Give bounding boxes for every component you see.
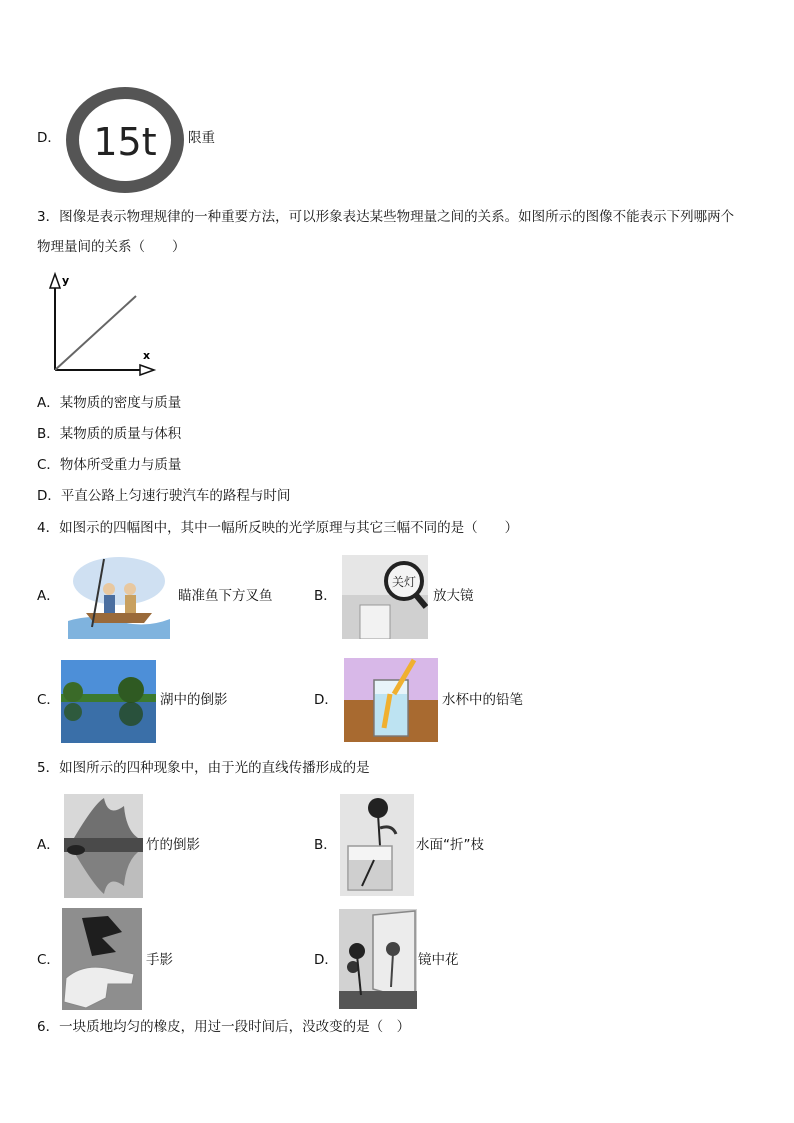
option-letter: D． bbox=[314, 692, 338, 708]
x-axis-label: x bbox=[143, 349, 151, 362]
option-caption: 竹的倒影 bbox=[146, 837, 200, 853]
bamboo-reflection-image bbox=[64, 794, 143, 898]
option-b: B．某物质的质量与体积 bbox=[37, 426, 182, 442]
option-d: D．平直公路上匀速行驶汽车的路程与时间 bbox=[37, 488, 291, 504]
option-caption: 限重 bbox=[188, 130, 215, 146]
option-a: A．某物质的密度与质量 bbox=[37, 395, 182, 411]
proportional-line bbox=[55, 296, 136, 370]
option-caption: 水杯中的铅笔 bbox=[442, 692, 523, 708]
linear-graph-figure bbox=[40, 270, 160, 380]
question-3-stem-line2: 物理量间的关系（ ） bbox=[37, 239, 186, 255]
bent-branch-in-water-image bbox=[340, 794, 414, 896]
fishing-boat-image bbox=[64, 555, 174, 639]
mirror-flower-image bbox=[339, 909, 417, 1009]
option-c: C．物体所受重力与质量 bbox=[37, 457, 182, 473]
question-6-stem: 6．一块质地均匀的橡皮，用过一段时间后，没改变的是（ ） bbox=[37, 1019, 411, 1035]
question-5-stem: 5．如图所示的四种现象中，由于光的直线传播形成的是 bbox=[37, 760, 370, 776]
option-letter: B． bbox=[314, 837, 337, 853]
sign-text: 关灯 bbox=[391, 575, 417, 589]
option-caption: 湖中的倒影 bbox=[160, 692, 228, 708]
weight-limit-sign-image bbox=[64, 85, 186, 195]
option-letter: A． bbox=[37, 588, 60, 604]
hand-shadow-image bbox=[62, 908, 142, 1010]
option-letter: C． bbox=[37, 692, 60, 708]
option-letter: C． bbox=[37, 952, 60, 968]
y-axis-label: y bbox=[62, 274, 70, 287]
option-caption: 放大镜 bbox=[433, 588, 474, 604]
lake-reflection-image bbox=[61, 660, 156, 743]
question-3-stem-line1: 3．图像是表示物理规律的一种重要方法，可以形象表达某些物理量之间的关系。如图所示的图像不能表示下列哪两个 bbox=[37, 209, 735, 225]
option-letter: D． bbox=[314, 952, 338, 968]
option-caption: 水面“折”枝 bbox=[416, 837, 484, 853]
pencil-in-glass-image bbox=[344, 658, 438, 742]
option-caption: 镜中花 bbox=[418, 952, 459, 968]
option-letter: A． bbox=[37, 837, 60, 853]
sign-text: 15t bbox=[93, 120, 157, 164]
option-letter: D． bbox=[37, 130, 61, 146]
option-caption: 瞄准鱼下方叉鱼 bbox=[178, 588, 273, 604]
magnifier-image bbox=[342, 555, 428, 639]
option-letter: B． bbox=[314, 588, 337, 604]
question-4-stem: 4．如图示的四幅图中，其中一幅所反映的光学原理与其它三幅不同的是（ ） bbox=[37, 520, 519, 536]
option-caption: 手影 bbox=[146, 952, 173, 968]
